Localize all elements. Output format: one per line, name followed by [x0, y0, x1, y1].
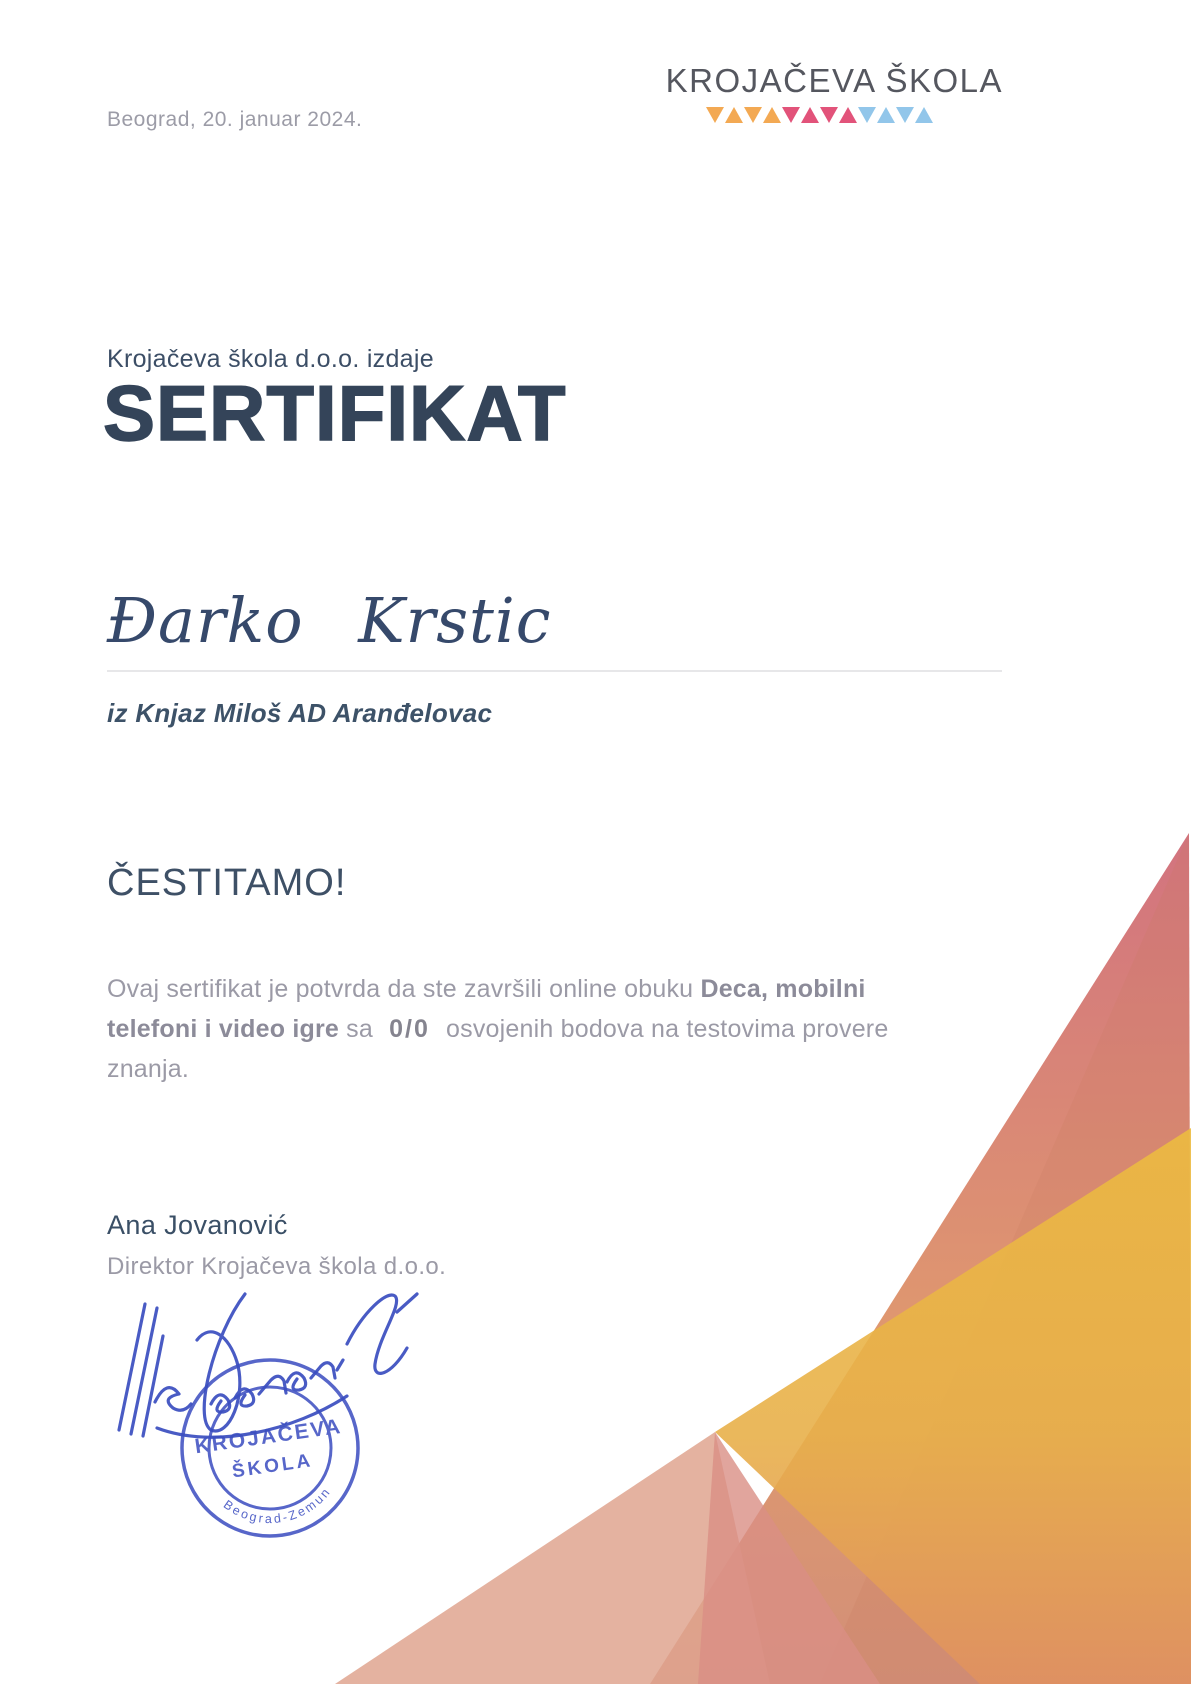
logo-triangle-orange [706, 107, 724, 123]
logo-triangle-blue [877, 107, 895, 123]
logo-triangle-orange [725, 107, 743, 123]
logo-triangles [706, 107, 933, 123]
logo-triangle-pink [801, 107, 819, 123]
signature-scribble [95, 1278, 435, 1463]
body-middle: sa [339, 1015, 381, 1043]
greeting-heading: ČESTITAMO! [107, 862, 347, 904]
certificate-body [107, 969, 952, 1089]
logo-triangle-pink [782, 107, 800, 123]
name-underline [107, 670, 1002, 672]
logo-triangle-blue [915, 107, 933, 123]
stamp-arc-text: Beograd-Zemun [220, 1484, 334, 1527]
logo-title: KROJAČEVA ŠKOLA [665, 62, 1003, 99]
stamp-line1: KROJAČEVA [193, 1414, 344, 1459]
logo-triangle-blue [858, 107, 876, 123]
recipient-name: Đarko Krstic [107, 584, 552, 657]
logo-triangle-orange [763, 107, 781, 123]
issuer-line: Krojačeva škola d.o.o. izdaje [107, 345, 434, 373]
stamp-line2: ŠKOLA [230, 1450, 315, 1483]
score-value: 0/0 [389, 1015, 430, 1043]
recipient-origin: iz Knjaz Miloš AD Aranđelovac [107, 698, 493, 728]
body-outro: osvojenih bodova na testovima provere znanja. [107, 1015, 889, 1083]
body-intro: Ovaj sertifikat je potvrda da ste završili online obuku [107, 975, 701, 1003]
signer-title: Direktor Krojačeva škola d.o.o. [107, 1253, 447, 1280]
date-line: Beograd, 20. januar 2024. [107, 108, 363, 131]
logo-triangle-blue [896, 107, 914, 123]
logo-triangle-pink [820, 107, 838, 123]
logo-triangle-pink [839, 107, 857, 123]
logo-triangle-orange [744, 107, 762, 123]
certificate-title: SERTIFIKAT [103, 369, 567, 457]
signer-name: Ana Jovanović [107, 1210, 288, 1240]
course-name: Deca, mobilni telefoni i video igre [107, 975, 866, 1043]
